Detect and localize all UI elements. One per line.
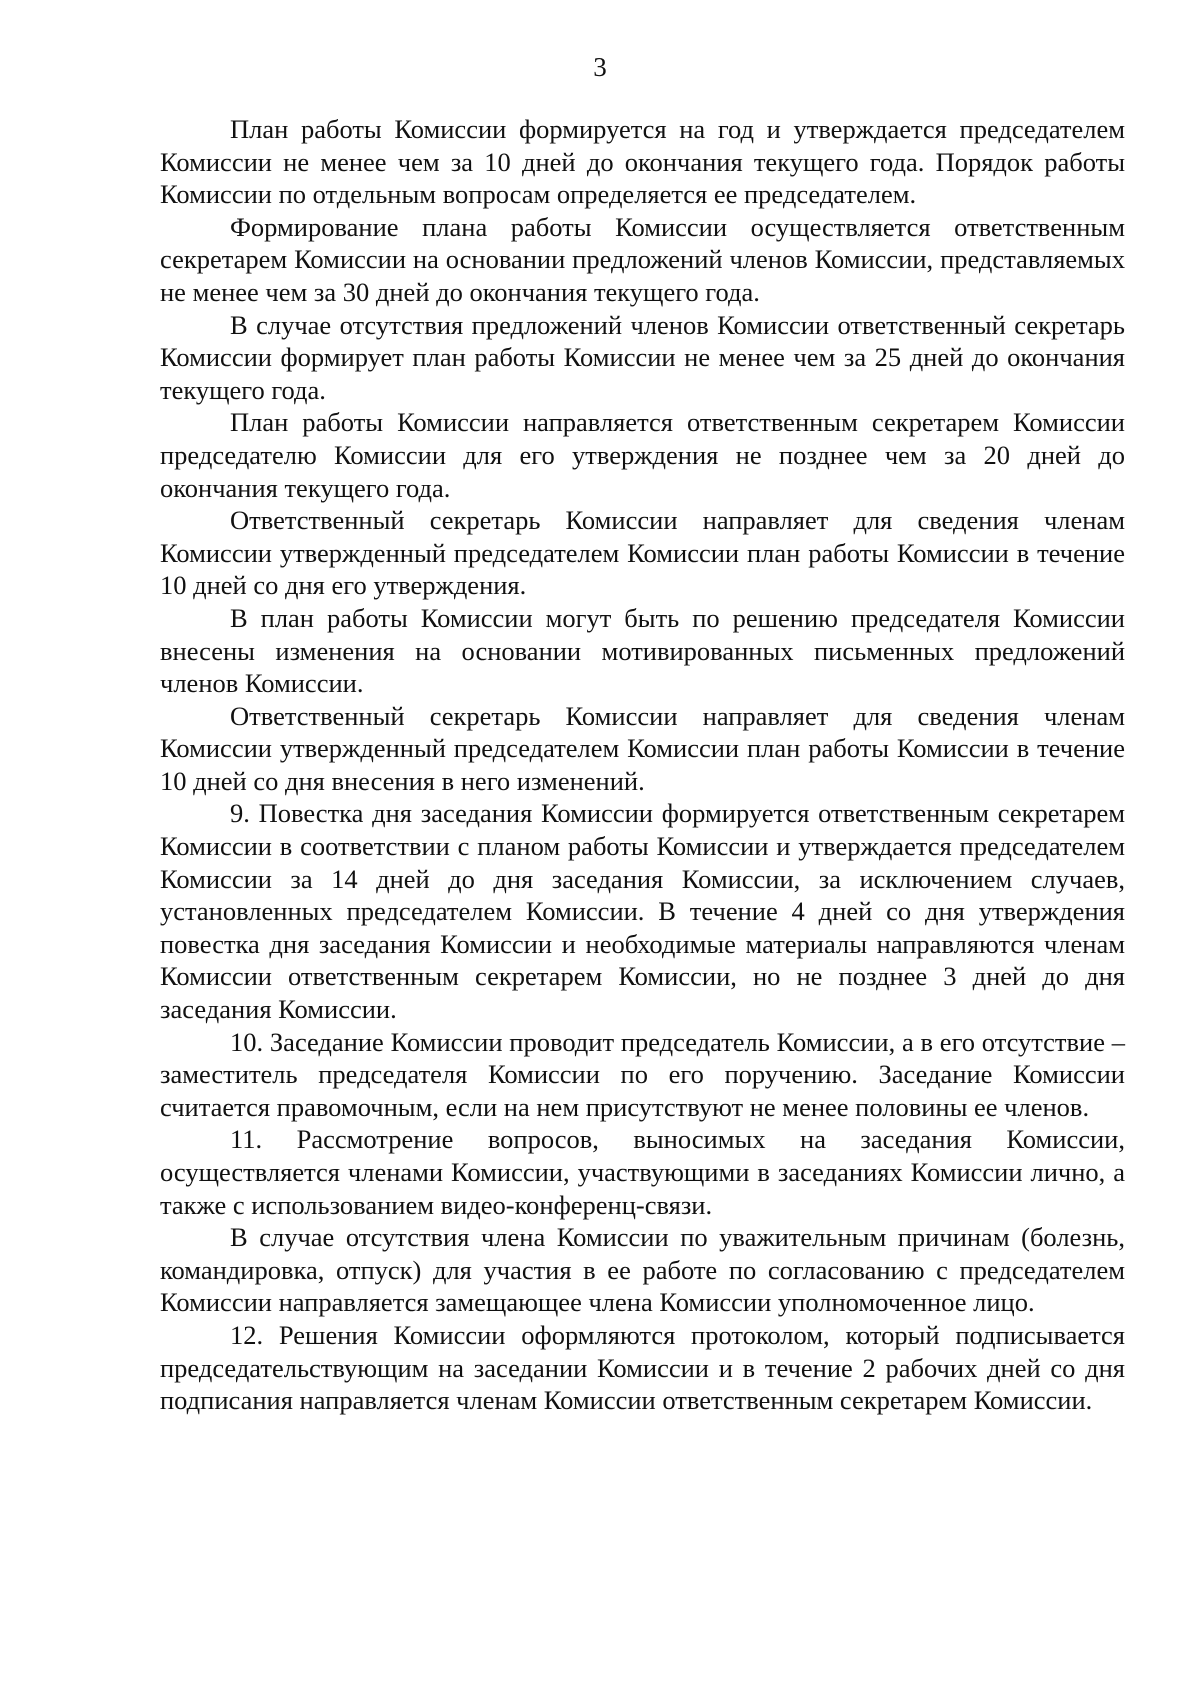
paragraph: В случае отсутствия члена Комиссии по уважительным причинам (болезнь, командировка, отпуск) для участия в ее работе по согласованию с председателем Комиссии направляется замещающее члена Комиссии уполномоченное лицо. bbox=[160, 1222, 1125, 1318]
paragraph: В случае отсутствия предложений членов Комиссии ответственный секретарь Комиссии формирует план работы Комиссии не менее чем за 25 дней до окончания текущего года. bbox=[160, 309, 1125, 405]
paragraph-item-9: 9. Повестка дня заседания Комиссии формируется ответственным секретарем Комиссии в соответствии с планом работы Комиссии и утверждается председателем Комиссии за 14 дней до дня заседания Комиссии, за исключением случаев, установленных председателем Комиссии. В течение 4 дней со дня утверждения повестка дня заседания Комиссии и необходимые материалы направляются членам Комиссии ответственным секретарем Комиссии, но не позднее 3 дней до дня заседания Комиссии. bbox=[160, 798, 1125, 1025]
paragraph: В план работы Комиссии могут быть по решению председателя Комиссии внесены изменения на основании мотивированных письменных предложений членов Комиссии. bbox=[160, 602, 1125, 699]
paragraph-item-12: 12. Решения Комиссии оформляются протоколом, который подписывается председательствующим на заседании Комиссии и в течение 2 рабочих дней со дня подписания направляется членам Комиссии ответственным секретарем Комиссии. bbox=[160, 1319, 1125, 1416]
page-number: 3 bbox=[593, 52, 607, 82]
paragraph-item-11: 11. Рассмотрение вопросов, выносимых на заседания Комиссии, осуществляется членами Комиссии, участвующими в заседаниях Комиссии лично, а также с использованием видео-конференц-связи. bbox=[160, 1124, 1125, 1220]
paragraph: План работы Комиссии направляется ответственным секретарем Комиссии председателю Комиссии для его утверждения не позднее чем за 20 дней до окончания текущего года. bbox=[160, 407, 1125, 503]
paragraph: Ответственный секретарь Комиссии направляет для сведения членам Комиссии утвержденный председателем Комиссии план работы Комиссии в течение 10 дней со дня внесения в него изменений. bbox=[160, 700, 1125, 796]
paragraph-item-10: 10. Заседание Комиссии проводит председатель Комиссии, а в его отсутствие – заместитель председателя Комиссии по его поручению. Заседание Комиссии считается правомочным, если на нем присутствуют не менее половины ее членов. bbox=[160, 1026, 1125, 1122]
paragraph: План работы Комиссии формируется на год и утверждается председателем Комиссии не менее чем за 10 дней до окончания текущего года. Порядок работы Комиссии по отдельным вопросам определяется ее председателем. bbox=[160, 114, 1125, 210]
paragraph: Формирование плана работы Комиссии осуществляется ответственным секретарем Комиссии на основании предложений членов Комиссии, представляемых не менее чем за 30 дней до окончания текущего года. bbox=[160, 211, 1125, 307]
document-body bbox=[160, 113, 1125, 1417]
paragraph: Ответственный секретарь Комиссии направляет для сведения членам Комиссии утвержденный председателем Комиссии план работы Комиссии в течение 10 дней со дня его утверждения. bbox=[160, 505, 1125, 601]
